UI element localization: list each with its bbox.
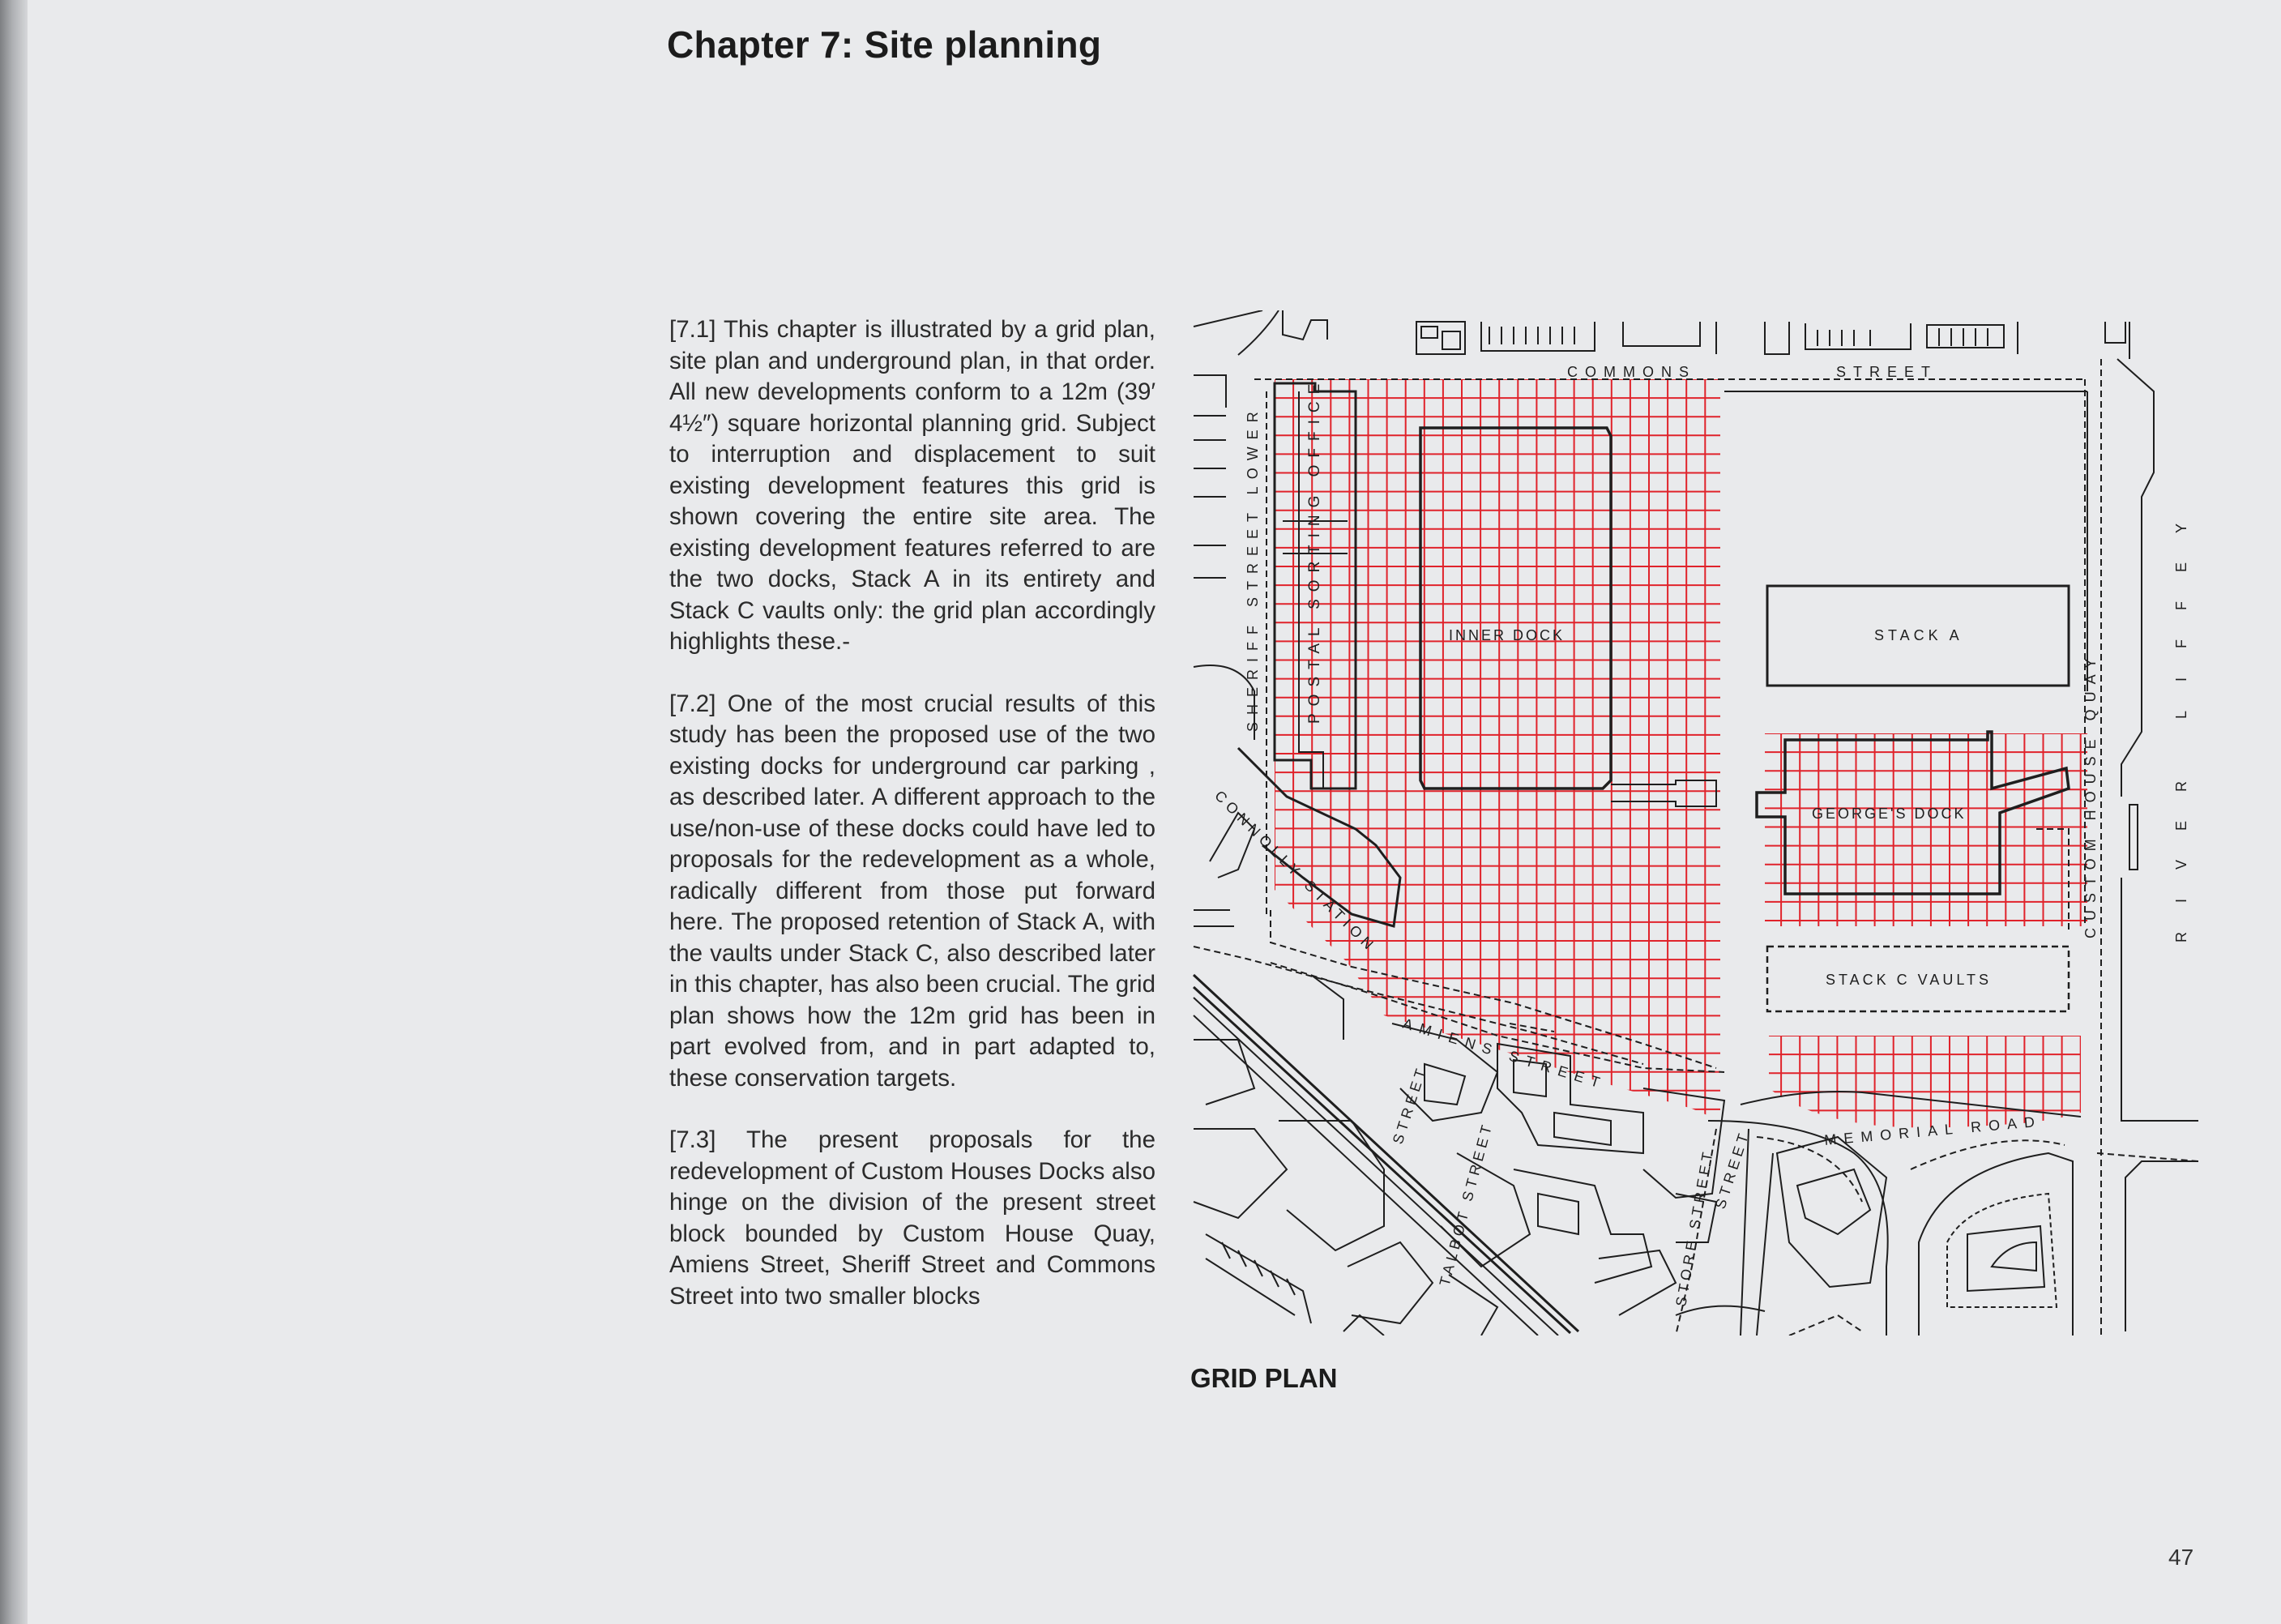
paragraph-7-3: [7.3] The present proposals for the redevelopment of Custom Houses Docks also hinge on the division of the present street block bounded by Custom House Quay, Amiens Street, Sheriff Street and Commons Street into two smaller blocks <box>669 1126 1155 1310</box>
label-store-street-upper: STREET <box>1711 1127 1753 1212</box>
figure-caption: GRID PLAN <box>1190 1363 1338 1393</box>
label-commons: COMMONS <box>1567 364 1696 380</box>
label-amiens-street: AMIENS STREET <box>1400 1015 1609 1093</box>
grid-plan-figure <box>1190 310 2202 1336</box>
label-stack-a: STACK A <box>1874 627 1963 643</box>
page-number: 47 <box>2168 1545 2194 1570</box>
chapter-title: Chapter 7: Site planning <box>667 24 1102 66</box>
label-stack-c-vaults: STACK C VAULTS <box>1826 972 1993 988</box>
label-postal-sorting-office: POSTAL SORTING OFFICE <box>1306 376 1323 724</box>
grid-plan-map <box>1190 310 2202 1336</box>
label-custom-house-quay: CUSTOM HOUSE QUAY <box>2082 651 2099 938</box>
label-river-liffey: RIVER LIFFEY <box>2173 494 2189 942</box>
book-binding-shadow <box>0 0 28 1624</box>
label-talbot-street: TALBOT STREET <box>1436 1119 1497 1289</box>
label-street-top: STREET <box>1836 364 1938 380</box>
label-sheriff-street-lower: SHERIFF STREET LOWER <box>1245 404 1261 732</box>
label-georges-dock: GEORGE'S DOCK <box>1812 806 1967 822</box>
label-memorial-road: MEMORIAL ROAD <box>1823 1113 2043 1148</box>
paragraph-7-1: [7.1] This chapter is illustrated by a grid plan, site plan and underground plan, in that order. All new developments conform to a 12m (39′ 4½″) square horizontal planning grid. Subject to interruption and displacement to suit existing development features this grid is shown covering the entire site area. The existing development features referred to are the two docks, Stack A in its entirety and Stack C vaults only: the grid plan accordingly highlights these.- <box>669 316 1155 655</box>
label-street-lower: STREET <box>1389 1062 1431 1147</box>
label-connolly-station: CONNOLLY STATION <box>1211 787 1380 956</box>
body-text <box>669 314 1155 1343</box>
label-inner-dock: INNER DOCK <box>1449 627 1566 643</box>
paragraph-7-2: [7.2] One of the most crucial results of this study has been the proposed use of the two existing docks for underground car parking , as described later. A different approach to the use/non-use of these docks could have led to proposals for the redevelopment as a whole, radically different from those put forward here. The proposed retention of Stack A, with the vaults under Stack C, also described later in this chapter, has also been crucial. The grid plan shows how the 12m grid has been in part evolved from, and in part adapted to, these conservation targets. <box>669 690 1155 1092</box>
planning-grid <box>1275 376 2089 1130</box>
label-store-street: STORE STREET <box>1672 1147 1717 1308</box>
